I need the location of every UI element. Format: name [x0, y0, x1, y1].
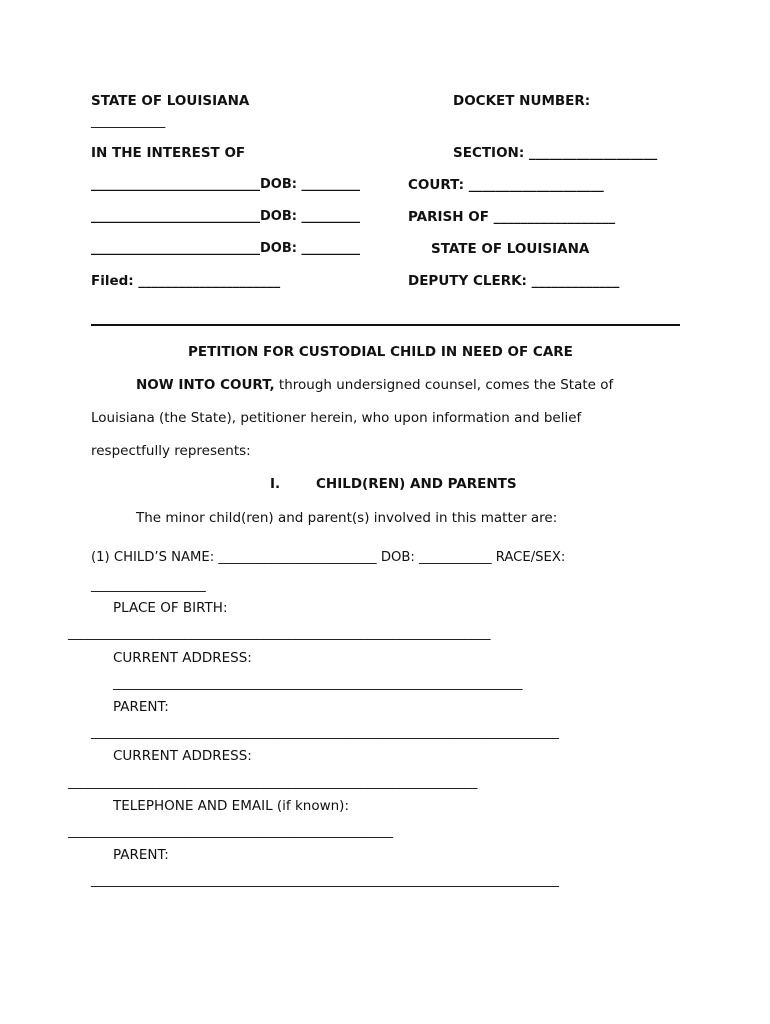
docket-number-label: DOCKET NUMBER: [453, 93, 591, 109]
section-heading: CHILD(REN) AND PARENTS [316, 476, 517, 492]
telephone-email-label: TELEPHONE AND EMAIL (if known): [113, 798, 349, 814]
child-name-line-cont: _________________ [91, 577, 206, 593]
child-dob-line-3: __________________________DOB: _________ [91, 241, 360, 256]
intro-line-3: respectfully represents: [91, 443, 251, 459]
court-label: COURT: ____________________ [408, 177, 604, 193]
child-dob-line-2: __________________________DOB: _________ [91, 209, 360, 224]
in-the-interest-label: IN THE INTEREST OF [91, 145, 246, 161]
caption-divider [91, 324, 680, 326]
telephone-email-blank: __________________________________________________ [68, 824, 393, 839]
intro-line-2: Louisiana (the State), petitioner herein, who upon information and belief [91, 410, 582, 426]
section-label: SECTION: ___________________ [453, 145, 658, 161]
intro-bold: NOW INTO COURT, [136, 377, 275, 393]
intro-line-1 [136, 377, 613, 393]
current-address-label-1: CURRENT ADDRESS: [113, 650, 252, 666]
filed-label: Filed: _____________________ [91, 273, 281, 289]
current-address-label-2: CURRENT ADDRESS: [113, 748, 252, 764]
place-of-birth-blank: _________________________________________________________________ [68, 626, 491, 641]
parish-label: PARISH OF __________________ [408, 209, 616, 225]
section-number: I. [270, 476, 281, 492]
state-right-label: STATE OF LOUISIANA [431, 241, 590, 257]
petition-title: PETITION FOR CUSTODIAL CHILD IN NEED OF CARE [188, 344, 573, 360]
intro-rest: through undersigned counsel, comes the State of [274, 377, 614, 393]
state-blank: ___________ [91, 113, 166, 129]
current-address-blank-2: _______________________________________________________________ [68, 775, 478, 790]
state-label: STATE OF LOUISIANA [91, 93, 250, 109]
current-address-blank-1: _______________________________________________________________ [113, 676, 523, 691]
deputy-clerk-label: DEPUTY CLERK: _____________ [408, 273, 620, 289]
child-dob-line-1: __________________________DOB: _________ [91, 177, 360, 192]
place-of-birth-label: PLACE OF BIRTH: [113, 600, 228, 616]
parent-label-2: PARENT: [113, 847, 169, 863]
parent-blank-2: ________________________________________________________________________ [91, 873, 559, 888]
section-intro: The minor child(ren) and parent(s) involved in this matter are: [136, 510, 558, 526]
parent-label-1: PARENT: [113, 699, 169, 715]
parent-blank-1: ________________________________________________________________________ [91, 725, 559, 740]
child-name-line: (1) CHILD’S NAME: ________________________ DOB: ___________ RACE/SEX: [91, 550, 566, 565]
